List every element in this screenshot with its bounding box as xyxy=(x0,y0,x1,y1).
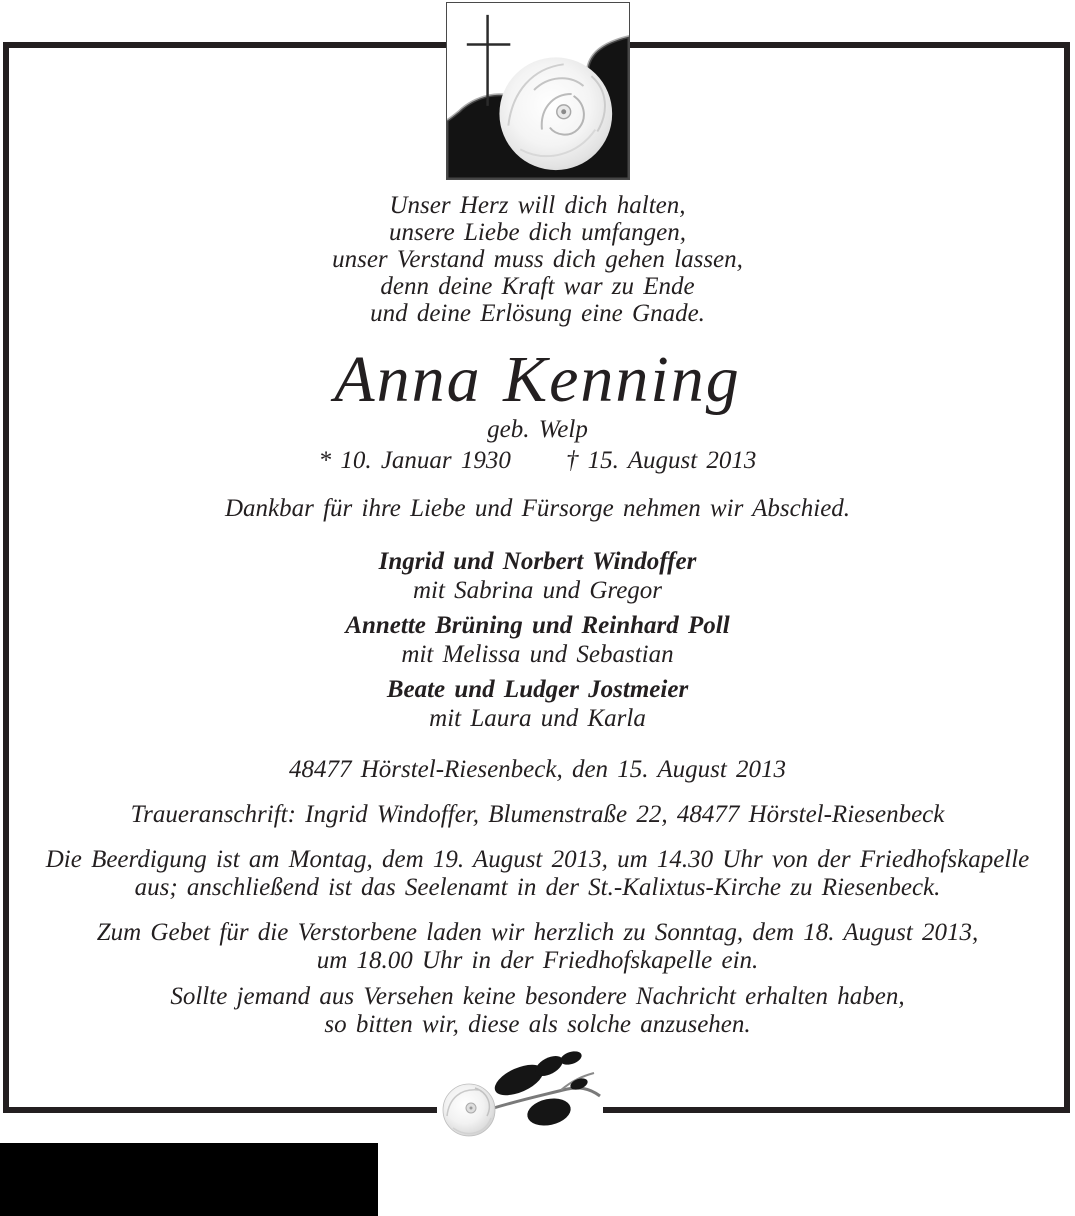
mourner-names: Beate und Ludger Jostmeier xyxy=(386,676,689,703)
life-dates xyxy=(0,447,1075,475)
notification-note-line: Sollte jemand aus Versehen keine besondere Nachricht erhalten haben, xyxy=(170,983,905,1010)
prayer-invitation-line: Zum Gebet für die Verstorbene laden wir herzlich zu Sonntag, dem 18. August 2013, xyxy=(96,919,979,946)
poem-line: denn deine Kraft war zu Ende xyxy=(380,273,695,300)
funeral-info-line: aus; anschließend ist das Seelenamt in der St.-Kalixtus-Kirche zu Riesenbeck. xyxy=(134,874,941,901)
birth-date: * 10. Januar 1930 xyxy=(318,447,511,474)
mourner-children: mit Laura und Karla xyxy=(429,705,646,732)
place-and-date: 48477 Hörstel-Riesenbeck, den 15. August 2013 xyxy=(288,756,787,783)
mourning-address: Traueranschrift: Ingrid Windoffer, Blumenstraße 22, 48477 Hörstel-Riesenbeck xyxy=(130,801,945,828)
rose-photo-illustration xyxy=(447,3,629,179)
rose-stem-illustration xyxy=(437,1046,603,1148)
farewell-sentence: Dankbar für ihre Liebe und Fürsorge nehmen wir Abschied. xyxy=(224,495,851,522)
prayer-invitation xyxy=(0,919,1075,975)
deceased-name: Anna Kenning xyxy=(334,343,741,416)
redacted-block xyxy=(0,1143,378,1216)
poem xyxy=(0,192,1075,327)
prayer-invitation-line: um 18.00 Uhr in der Friedhofskapelle ein. xyxy=(316,947,759,974)
notification-note xyxy=(0,983,1075,1039)
death-date: † 15. August 2013 xyxy=(565,447,757,474)
notification-note-line: so bitten wir, diese als solche anzusehen. xyxy=(324,1011,751,1038)
poem-line: und deine Erlösung eine Gnade. xyxy=(370,300,705,327)
white-rose-head xyxy=(443,1084,495,1136)
mourner-children: mit Sabrina und Gregor xyxy=(412,577,663,604)
poem-line: unser Verstand muss dich gehen lassen, xyxy=(332,246,743,273)
mourner-children: mit Melissa und Sebastian xyxy=(401,641,674,668)
rose-with-stem-photo xyxy=(437,1046,603,1148)
cross-and-rose-photo xyxy=(446,2,630,180)
mourner-names: Ingrid und Norbert Windoffer xyxy=(378,548,697,575)
poem-line: Unser Herz will dich halten, xyxy=(389,192,686,219)
mourner-names: Annette Brüning und Reinhard Poll xyxy=(345,612,730,639)
white-rose xyxy=(499,57,612,170)
maiden-name: geb. Welp xyxy=(487,416,588,443)
poem-line: unsere Liebe dich umfangen, xyxy=(389,219,686,246)
funeral-info-line: Die Beerdigung ist am Montag, dem 19. August 2013, um 14.30 Uhr von der Friedhofskapelle xyxy=(45,846,1030,873)
funeral-info xyxy=(0,846,1075,902)
